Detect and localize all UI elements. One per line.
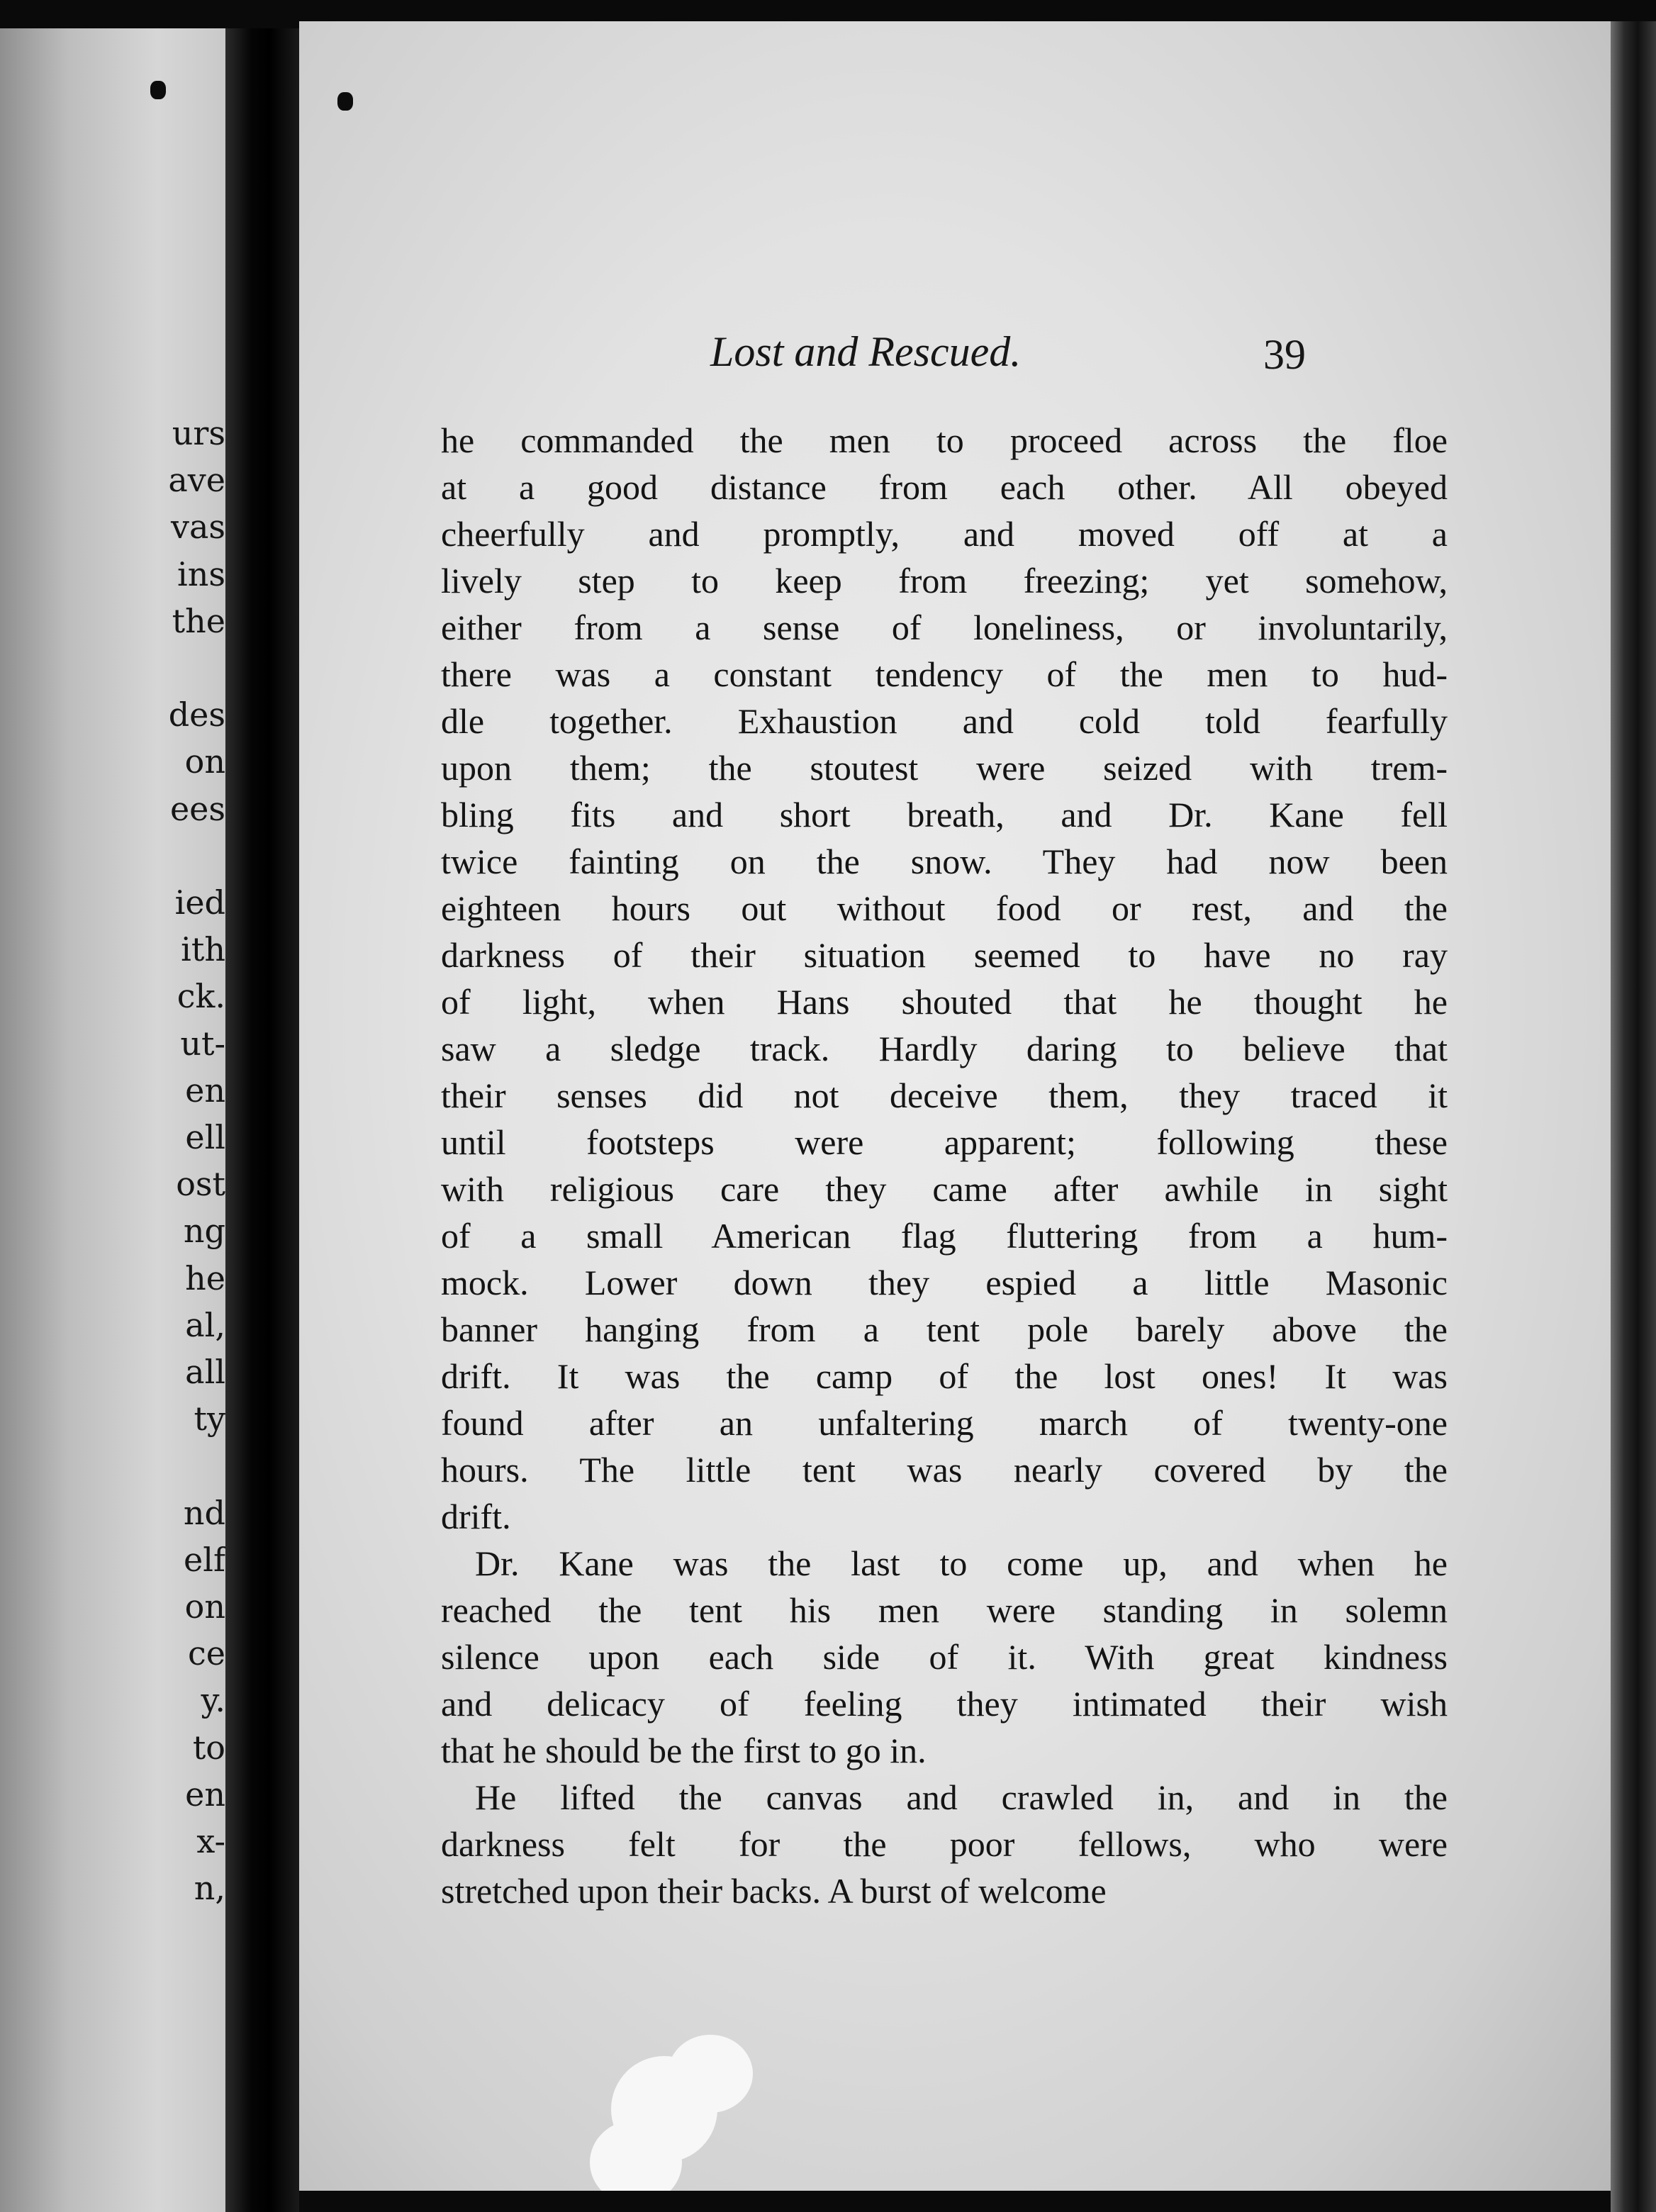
- left-page-fragment: on: [184, 742, 225, 781]
- left-page-fragment: to: [192, 1728, 225, 1767]
- running-head-title: Lost and Rescued.: [710, 328, 1022, 375]
- left-page-fragment: en: [185, 1775, 225, 1814]
- text-line: until footsteps were apparent; following these: [441, 1122, 1448, 1162]
- left-page-fragment: n,: [194, 1869, 225, 1908]
- text-line: mock. Lower down they espied a little Masonic: [441, 1263, 1448, 1302]
- text-line: hours. The little tent was nearly covered by the: [441, 1450, 1448, 1490]
- text-line: upon them; the stoutest were seized with trem-: [441, 748, 1448, 788]
- text-line: dle together. Exhaustion and cold told fearfully: [441, 701, 1448, 741]
- page-number: 39: [1263, 331, 1306, 378]
- text-line: twice fainting on the snow. They had now been: [441, 842, 1448, 881]
- text-line: found after an unfaltering march of twenty-one: [441, 1403, 1448, 1443]
- paper-damage: [668, 2035, 753, 2113]
- text-line: with religious care they came after awhile in sight: [441, 1169, 1448, 1209]
- left-page-fragment: on: [184, 1587, 225, 1626]
- left-page-fragment: urs: [172, 414, 225, 452]
- left-page-fragment: he: [185, 1258, 225, 1297]
- left-page-fragment: ty: [194, 1400, 225, 1439]
- text-line: eighteen hours out without food or rest, and the: [441, 888, 1448, 928]
- left-page-fragment: ell: [185, 1118, 225, 1156]
- text-line: silence upon each side of it. With great kindness: [441, 1637, 1448, 1677]
- text-line: drift.: [441, 1497, 511, 1536]
- page-edge: [1611, 21, 1656, 2212]
- running-head: [299, 328, 1611, 384]
- text-line: reached the tent his men were standing in solemn: [441, 1590, 1448, 1630]
- left-page-fragment: ce: [188, 1634, 225, 1673]
- left-page-fragment: des: [168, 696, 225, 734]
- gutter-shadow: [225, 28, 299, 2212]
- text-line: at a good distance from each other. All obeyed: [441, 467, 1448, 507]
- text-line: he commanded the men to proceed across the floe: [441, 420, 1448, 460]
- left-page-fragment: al,: [185, 1305, 225, 1344]
- left-page-fragment: ees: [169, 789, 225, 828]
- left-page-fragment: all: [185, 1353, 225, 1391]
- text-line: banner hanging from a tent pole barely above the: [441, 1309, 1448, 1349]
- left-page-fragment: ave: [168, 461, 225, 500]
- left-page-fragment: ost: [176, 1165, 225, 1204]
- text-line: that he should be the first to go in.: [441, 1731, 927, 1770]
- ink-spot: [150, 81, 166, 99]
- text-line: there was a constant tendency of the men to hud-: [441, 654, 1448, 694]
- text-line: cheerfully and promptly, and moved off at a: [441, 514, 1448, 554]
- text-line: saw a sledge track. Hardly daring to believe that: [441, 1029, 1448, 1068]
- text-line: He lifted the canvas and crawled in, and in the: [475, 1777, 1448, 1817]
- left-page-fragment: en: [185, 1071, 225, 1110]
- left-page-fragment: ng: [183, 1212, 225, 1251]
- text-line: stretched upon their backs. A burst of welcome: [441, 1871, 1107, 1911]
- left-page-fragment: ied: [174, 883, 225, 922]
- text-line: bling fits and short breath, and Dr. Kane fell: [441, 795, 1448, 834]
- ink-spot: [337, 92, 353, 111]
- left-page-fragment: y.: [201, 1681, 225, 1720]
- left-page-fragment: vas: [170, 508, 225, 547]
- text-line: and delicacy of feeling they intimated their wish: [441, 1684, 1448, 1724]
- text-line: drift. It was the camp of the lost ones! It was: [441, 1356, 1448, 1396]
- right-page: [299, 21, 1611, 2191]
- left-page-fragment: the: [172, 601, 225, 640]
- left-page-fragment: x-: [196, 1822, 225, 1860]
- text-line: either from a sense of loneliness, or involuntarily,: [441, 608, 1448, 647]
- left-page-fragment: nd: [183, 1493, 225, 1532]
- left-page-fragment: ins: [177, 554, 225, 593]
- left-page-fragment: ck.: [177, 977, 225, 1016]
- left-page-fragment: ith: [181, 930, 225, 969]
- text-line: of light, when Hans shouted that he thought he: [441, 982, 1448, 1022]
- body-text: [441, 417, 1448, 1914]
- left-page-fragment: ut-: [180, 1024, 225, 1063]
- text-line: lively step to keep from freezing; yet somehow,: [441, 561, 1448, 601]
- text-line: darkness felt for the poor fellows, who were: [441, 1824, 1448, 1864]
- text-line: Dr. Kane was the last to come up, and when he: [475, 1543, 1448, 1583]
- text-line: their senses did not deceive them, they traced it: [441, 1076, 1448, 1115]
- text-line: of a small American flag fluttering from a hum-: [441, 1216, 1448, 1256]
- text-line: darkness of their situation seemed to have no ray: [441, 935, 1448, 975]
- left-page-fragment: elf: [184, 1540, 225, 1579]
- left-page: [0, 28, 225, 2212]
